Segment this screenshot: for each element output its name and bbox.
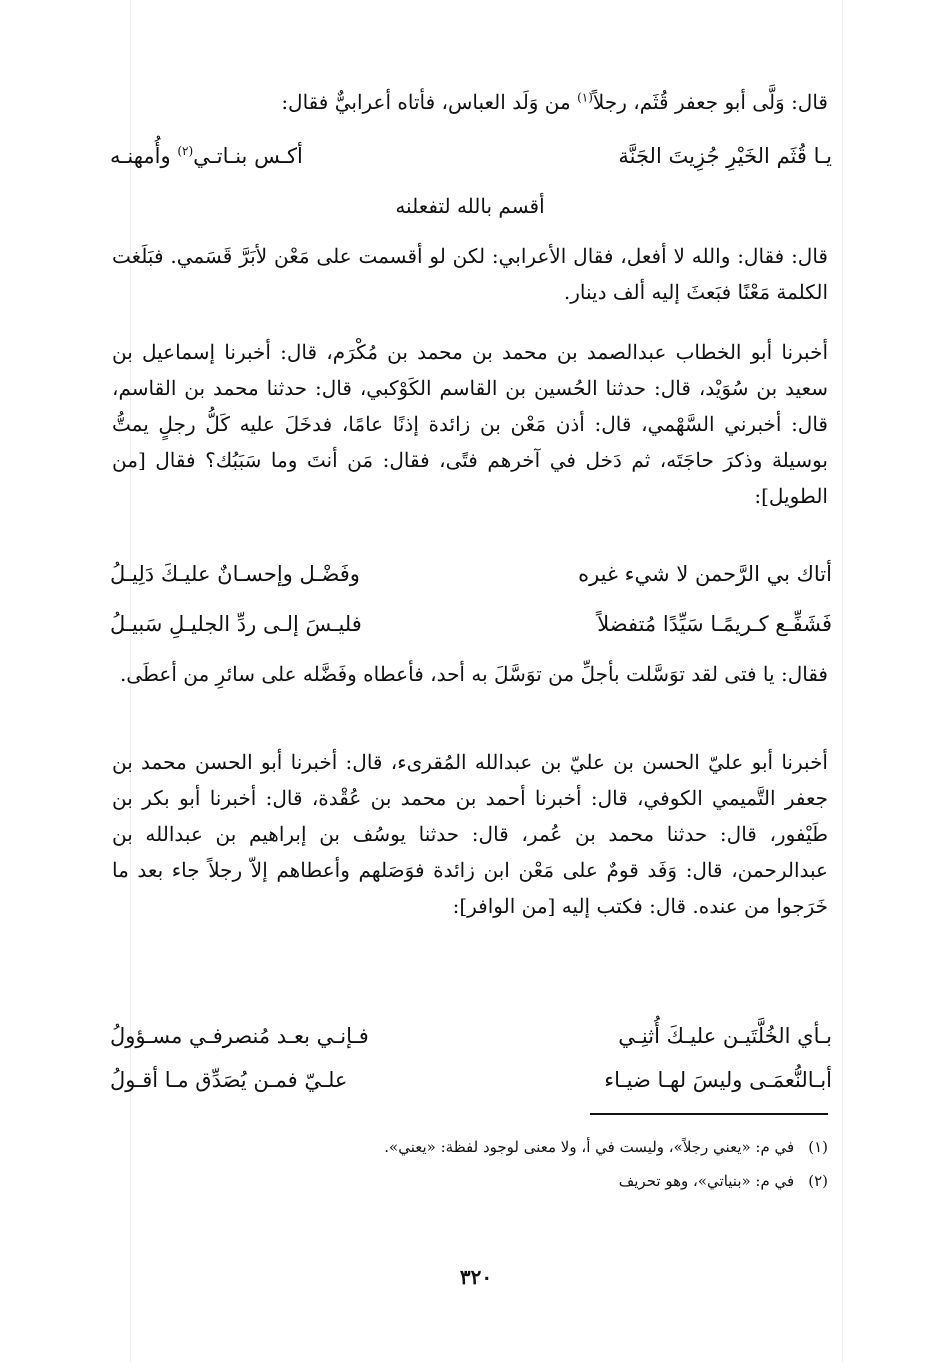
text-span: من وَلَد العباس، فأتاه أعرابيٌّ فقال: xyxy=(281,90,578,114)
footnote-number: (١) xyxy=(808,1138,828,1156)
verse-line-3 xyxy=(110,606,832,642)
page-number: ٣٢٠ xyxy=(459,1265,493,1289)
verse-line-4 xyxy=(110,1018,832,1054)
footnote-2 xyxy=(300,1168,828,1194)
verse-line-1 xyxy=(110,138,832,174)
text-span: وأُمهنـه xyxy=(110,144,178,168)
paragraph-text: قال: فقال: والله لا أفعل، فقال الأعرابي: لكن لو أقسمت على مَعْن لأبَرَّ قَسَمي. فبَلَغت الكلمة مَعْنًا فبَعثَ إليه ألف دينار. xyxy=(112,244,828,304)
paragraph-5 xyxy=(112,744,828,924)
verse-center-line: أقسم بالله لتفعلنه xyxy=(395,194,545,218)
paragraph-text: أخبرنا أبو الخطاب عبدالصمد بن محمد بن محمد بن مُكْرَم، قال: أخبرنا إسماعيل بن سعيد بن سُوَيْد، قال: حدثنا الحُسين بن القاسم الكَوْكبي، قال: حدثنا محمد بن القاسم، قال: أخبرني السَّهْمي، قال: أذن مَعْن بن زائدة إذنًا عامًا، فدخَلَ عليه كَلُّ رجلٍ يمتُّ بوسيلة وذكرَ حاجَتَه، ثم دَخل في آخرهم فتًى، فقال: مَن أنتَ وما سَبَبُك؟ فقال [من الطويل]: xyxy=(112,340,828,508)
footnote-separator xyxy=(590,1113,828,1115)
verse-hemistich-left: وفَضْـل وإحسـانٌ عليـكَ دَلِيـلُ xyxy=(110,562,360,586)
verse-hemistich-right: يـا قُثَم الخَيْرِ جُزِيتَ الجَنَّة xyxy=(618,144,832,168)
footnote-marker: (٢) xyxy=(177,144,194,158)
verse-hemistich-left xyxy=(110,138,303,174)
footnote-number: (٢) xyxy=(808,1172,828,1190)
verse-hemistich-left: فليـسَ إلـى ردِّ الجليـلِ سَبيـلُ xyxy=(110,612,362,636)
verse-line-2 xyxy=(110,556,832,592)
paragraph-text xyxy=(112,84,828,120)
footnote-marker: (١) xyxy=(577,90,593,105)
verse-line-5 xyxy=(110,1062,832,1098)
paragraph-3 xyxy=(112,334,828,514)
paragraph-2 xyxy=(112,238,828,310)
text-span: قال: وَلَّى أبو جعفر قُثَم، رجلاً xyxy=(592,90,828,114)
paragraph-text: أخبرنا أبو عليّ الحسن بن عليّ بن عبدالله المُقرىء، قال: أخبرنا أبو الحسن محمد بن جعفر التَّميمي الكوفي، قال: أخبرنا أحمد بن محمد بن عُقْدة، قال: أخبرنا أبو بكر بن طَيْفور، قال: حدثنا محمد بن عُمر، قال: حدثنا يوسُف بن إبراهيم بن عبدالله بن عبدالرحمن، قال: وَفَد قومٌ على مَعْن ابن زائدة فوَصَلهم وأعطاهم إلاّ رجلاً جاء بعد ما خَرَجوا من عنده. قال: فكتب إليه [من الوافر]: xyxy=(112,750,828,918)
verse-hemistich-left: فـإنـي بعـد مُنصرفـي مسـؤولُ xyxy=(110,1024,369,1048)
verse-hemistich-right: فَشَفِّـع كـريمًـا سَيِّدًا مُتفضلاً xyxy=(597,612,832,636)
footnote-text: في م: «يعني رجلاً»، وليست في أ، ولا معنى لوجود لفظة: «يعني». xyxy=(384,1138,795,1156)
verse-hemistich-right: أبـالنُّعمَـى وليسَ لهـا ضيـاء xyxy=(604,1068,832,1092)
verse-hemistich-left: علـيّ فمـن يُصَدِّق مـا أقـولُ xyxy=(110,1068,348,1092)
verse-hemistich-right: بـأي الخُلَّتَيـن عليـكَ أُثنِـي xyxy=(618,1024,832,1048)
paragraph-1 xyxy=(112,84,828,120)
paragraph-4 xyxy=(112,656,828,692)
text-span: أكـس بنـاتـي xyxy=(193,144,303,168)
scan-artifact-line xyxy=(842,0,843,1362)
footnote-text: في م: «بنياتي»، وهو تحريف xyxy=(618,1172,795,1190)
footnote-1 xyxy=(300,1134,828,1160)
verse-hemistich-right: أتاك بي الرَّحمن لا شيء غيره xyxy=(578,562,832,586)
paragraph-text: فقال: يا فتى لقد توَسَّلت بأجلِّ من توَسَّلَ به أحد، فأعطاه وفَضَّله على سائرِ من أعطَى. xyxy=(119,662,828,686)
